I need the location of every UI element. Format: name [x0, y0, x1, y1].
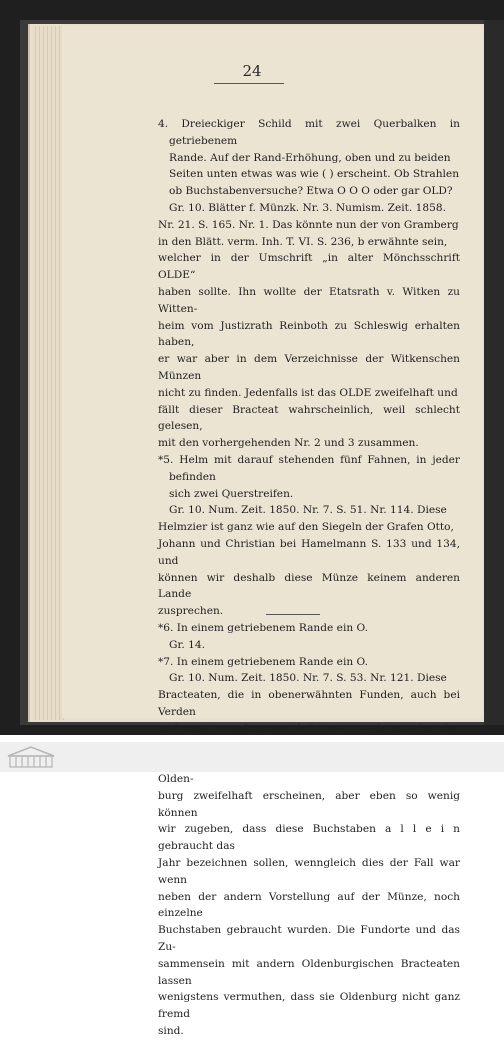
entry-5-ref-line: Gr. 10. Num. Zeit. 1850. Nr. 7. S. 51. Nr. 114. Diese	[169, 504, 447, 517]
entry-4-ref-line: er war aber in dem Verzeichnisse der Witkenschen Münzen	[158, 353, 460, 382]
header-rule	[214, 83, 284, 84]
page-edges	[32, 26, 64, 720]
entry-4-ref-line: mit den vorhergehenden Nr. 2 und 3 zusammen.	[158, 437, 419, 450]
entry-7-ref-line: Jahr bezeichnen sollen, wenngleich dies der Fall war wenn	[158, 857, 460, 886]
entry-7-line: *7. In einem getriebenem Rande ein O.	[158, 655, 368, 668]
entry-7-ref-line: und sonst vorgekommen, k ö n n e n — da man fast das	[158, 722, 460, 735]
entry-7-ref-line: wenigstens vermuthen, dass sie Oldenburg nicht ganz fremd	[158, 991, 460, 1021]
entry-7-ref-line: Bracteaten, die in obenerwähnten Funden, auch bei Verden	[158, 689, 460, 718]
end-rule	[266, 614, 320, 615]
entry-4-ref-line: Gr. 10. Blätter f. Münzk. Nr. 3. Numism. Zeit. 1858.	[169, 201, 446, 214]
library-logo-icon	[4, 744, 58, 770]
right-cover-edge	[484, 20, 504, 725]
footer-bar	[0, 742, 504, 772]
entry-4-line: ob Buchstabenversuche? Etwa O O O oder gar OLD?	[169, 185, 453, 198]
entry-5-ref-line: können wir deshalb diese Münze keinem anderen Lande	[158, 571, 460, 601]
entry-7-ref-line: sammensein mit andern Oldenburgischen Bracteaten lassen	[158, 957, 460, 987]
entry-4-ref-line: haben sollte. Ihn wollte der Etatsrath v. Witken zu Witten-	[158, 285, 460, 315]
entry-7-ref-line: Gr. 10. Num. Zeit. 1850. Nr. 7. S. 53. Nr. 121. Diese	[169, 672, 447, 685]
entry-5-ref-line: Johann und Christian bei Hamelmann S. 133 und 134, und	[158, 537, 460, 567]
page-body	[158, 116, 460, 1040]
entry-4-ref-line: nicht zu finden. Jedenfalls ist das OLDE zweifelhaft und	[158, 386, 458, 399]
entry-4-line: 4. Dreieckiger Schild mit zwei Querbalken in getriebenem	[158, 118, 460, 147]
entry-5-ref-line: Helmzier ist ganz wie auf den Siegeln der Grafen Otto,	[158, 521, 454, 534]
entry-7-ref-line: sind.	[158, 1025, 184, 1038]
entry-6-line: *6. In einem getriebenem Rande ein O.	[158, 621, 368, 634]
entry-5-ref-line: zusprechen.	[158, 605, 224, 618]
entry-7-ref-line: burg zweifelhaft erscheinen, aber eben so wenig können	[158, 789, 460, 819]
entry-6-ref-line: Gr. 14.	[169, 638, 205, 651]
entry-4-ref-line: welcher in der Umschrift „in alter Mönchsschrift OLDE“	[158, 252, 460, 282]
entry-4-line: Rande. Auf der Rand-Erhöhung, oben und zu beiden	[169, 151, 451, 164]
entry-4-ref-line: Nr. 21. S. 165. Nr. 1. Das könnte nun der von Gramberg	[158, 218, 459, 231]
entry-5-line: sich zwei Querstreifen.	[169, 487, 294, 500]
entry-4-ref-line: fällt dieser Bracteat wahrscheinlich, weil schlecht gelesen,	[158, 403, 460, 433]
entry-4-ref-line: in den Blätt. verm. Inh. T. VI. S. 236, b erwähnte sein,	[158, 235, 448, 248]
page-number: 24	[242, 62, 262, 80]
entry-7-ref-line: Olden-	[158, 773, 194, 786]
entry-5-line: *5. Helm mit darauf stehenden fünf Fahnen, in jeder befinden	[158, 453, 460, 483]
entry-7-ref-line: neben der andern Vorstellung auf der Münze, noch einzelne	[158, 890, 460, 920]
entry-7-ref-line: wir zugeben, dass diese Buchstaben a l l e i n gebraucht das	[158, 823, 460, 853]
entry-4-ref-line: heim vom Justizrath Reinboth zu Schleswig erhalten haben,	[158, 319, 460, 349]
entry-4-line: Seiten unten etwas was wie ( ) erscheint. Ob Strahlen	[169, 168, 460, 181]
entry-7-ref-line: Buchstaben gebraucht wurden. Die Fundorte und das Zu-	[158, 924, 460, 954]
